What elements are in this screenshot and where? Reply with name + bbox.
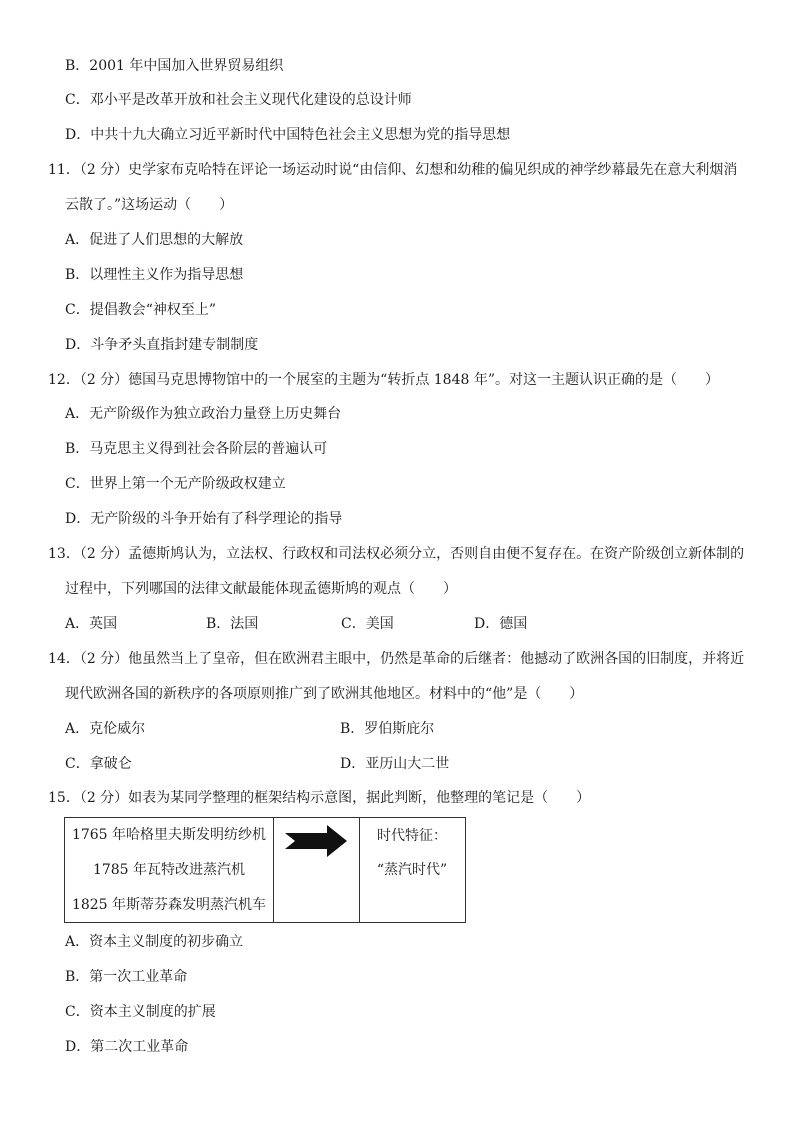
event-locomotive: 1825 年斯蒂芬森发明蒸汽机车 [71,897,267,913]
q14-option-d: D．亚历山大二世 [340,756,450,772]
q13-stem-line1: 13．（2 分）孟德斯鸠认为，立法权、行政权和司法权必须分立，否则自由便不复存在。在资产阶级创立新体制的 [48,546,745,562]
q12-stem-line1: 12．（2 分）德国马克思博物馆中的一个展室的主题为“转折点 1848 年”。对这一主题认识正确的是（ ） [48,372,720,388]
q13-option-c: C．美国 [341,616,394,632]
q14-stem-line2: 现代欧洲各国的新秩序的各项原则推广到了欧洲其他地区。材料中的“他”是（ ） [65,686,584,702]
q13-stem-line2: 过程中，下列哪国的法律文献最能体现孟德斯鸠的观点（ ） [65,581,457,597]
q12-option-d: D．无产阶级的斗争开始有了科学理论的指导 [65,511,343,527]
events-cell [65,818,274,922]
q13-option-a: A．英国 [65,616,118,632]
q15-option-c: C．资本主义制度的扩展 [65,1004,216,1020]
q10-option-d: D．中共十九大确立习近平新时代中国特色社会主义思想为党的指导思想 [65,127,511,143]
event-steam-engine: 1785 年瓦特改进蒸汽机 [92,862,246,878]
right-arrow-icon [273,818,359,922]
feature-cell [359,818,465,922]
q12-option-b: B．马克思主义得到社会各阶层的普遍认可 [65,441,328,457]
q13-options-row [65,614,765,634]
q10-option-b: B．2001 年中国加入世界贸易组织 [65,58,284,74]
event-spinning-jenny: 1765 年哈格里夫斯发明纺纱机 [71,827,267,843]
feature-value: “蒸汽时代” [376,862,448,878]
q12-option-a: A．无产阶级作为独立政治力量登上历史舞台 [65,406,342,422]
q11-stem-line2: 云散了。”这场运动（ ） [65,197,234,213]
q11-option-a: A．促进了人们思想的大解放 [65,232,244,248]
q11-stem-line1: 11．（2 分）史学家布克哈特在评论一场运动时说“由信仰、幻想和幼稚的偏见织成的神学纱幕最先在意大利烟消 [48,162,738,178]
arrow-cell [273,818,360,922]
q15-option-d: D．第二次工业革命 [65,1039,189,1055]
q15-stem-line1: 15．（2 分）如表为某同学整理的框架结构示意图，据此判断，他整理的笔记是（ ） [48,790,591,806]
framework-table [64,817,466,923]
q12-option-c: C．世界上第一个无产阶级政权建立 [65,476,286,492]
feature-title: 时代特征： [377,828,447,844]
q14-option-c: C．拿破仑 [65,756,132,772]
q11-option-b: B．以理性主义作为指导思想 [65,267,244,283]
q14-option-a: A．克伦威尔 [65,721,146,737]
q15-option-b: B．第一次工业革命 [65,969,188,985]
q11-option-c: C．提倡教会“神权至上” [65,302,217,318]
q14-options-row-1 [65,719,665,739]
q14-options-row-2 [65,754,665,774]
q13-option-d: D．德国 [474,616,528,632]
q14-stem-line1: 14．（2 分）他虽然当上了皇帝，但在欧洲君主眼中，仍然是革命的后继者：他撼动了欧洲各国的旧制度，并将近 [48,651,745,667]
q13-option-b: B．法国 [206,616,259,632]
q11-option-d: D．斗争矛头直指封建专制制度 [65,337,259,353]
q14-option-b: B．罗伯斯庇尔 [340,721,435,737]
q15-option-a: A．资本主义制度的初步确立 [65,934,244,950]
q10-option-c: C．邓小平是改革开放和社会主义现代化建设的总设计师 [65,92,412,108]
